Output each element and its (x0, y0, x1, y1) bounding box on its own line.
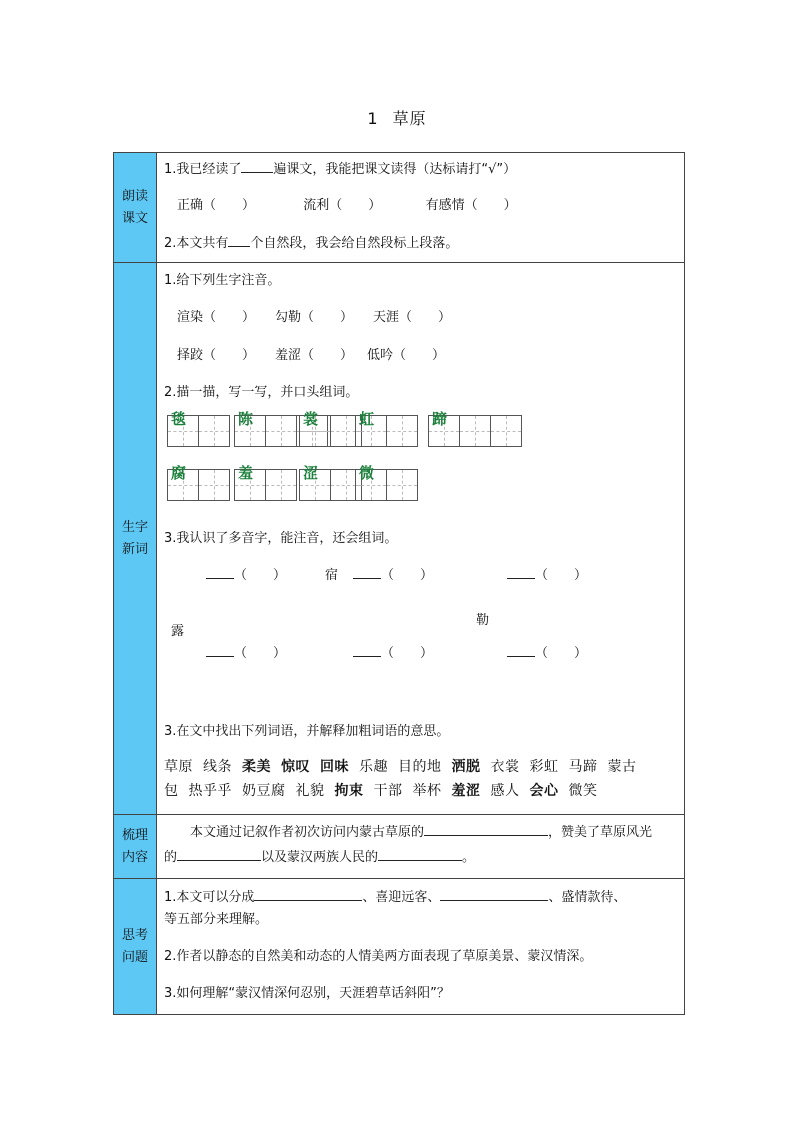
char-sample: 蹄 (432, 410, 448, 428)
poly-answer (206, 564, 286, 583)
blank-field[interactable] (254, 888, 362, 901)
pinyin-item[interactable]: 羞涩（ ） (275, 348, 354, 363)
text: 以及蒙汉两族人民的 (261, 850, 379, 865)
char-sample: 虹 (359, 410, 375, 428)
reading-content (157, 153, 685, 263)
char-sample: 微 (359, 464, 375, 482)
poly-answer (353, 564, 433, 583)
summary-line-1 (190, 821, 652, 840)
summary-line-2 (164, 846, 475, 865)
think-q1 (164, 886, 626, 905)
label-line: 课文 (121, 210, 148, 226)
poly-answer (507, 642, 587, 661)
vocab-word: 蒙古 (607, 759, 637, 775)
pinyin-item[interactable]: 天涯（ ） (373, 310, 452, 325)
text: 2.本文共有 (164, 236, 229, 251)
poly-char-le: 勒 (476, 613, 490, 628)
text: 遍课文，我能把课文读得（达标请打“√”） (273, 162, 517, 177)
option-fluent[interactable]: 流利（ ） (303, 198, 382, 213)
blank-field[interactable] (177, 848, 261, 861)
poly-answer (507, 564, 587, 583)
char-grid (167, 410, 230, 447)
vocab-word: 目的地 (398, 759, 442, 775)
char-sample: 毯 (171, 410, 187, 428)
text: ，赞美了草原风光 (548, 825, 653, 840)
vocab-word: 草原 (164, 759, 193, 775)
write-cell[interactable] (265, 415, 297, 447)
vocab-word: 惊叹 (281, 759, 310, 775)
row-chars (114, 263, 685, 815)
page-title (0, 106, 794, 129)
char-grid (299, 410, 362, 447)
row-reading (114, 153, 685, 263)
vocab-word: 会心 (529, 783, 559, 799)
blank-field[interactable] (353, 566, 381, 579)
vocab-word: 拘束 (334, 783, 364, 799)
label-line: 生字 (121, 519, 148, 535)
chars-q3: 3.我认识了多音字，能注音，还会组词。 (164, 531, 398, 546)
word-list-2 (164, 780, 608, 800)
chars-q1: 1.给下列生字注音。 (164, 273, 281, 288)
blank-field[interactable] (206, 566, 234, 579)
grid-row-2 (167, 464, 687, 509)
write-cell[interactable] (198, 469, 230, 501)
pinyin-item[interactable]: 勾勒（ ） (275, 310, 354, 325)
chars-content (157, 263, 685, 815)
think-q2: 2.作者以静态的自然美和动态的人情美两方面表现了草原美景、蒙汉情深。 (164, 949, 593, 964)
vocab-word: 马蹄 (568, 759, 598, 775)
label-reading (114, 153, 157, 263)
label-summary (114, 815, 157, 879)
paren[interactable]: （ ） (381, 568, 434, 583)
label-line: 新词 (121, 541, 148, 557)
char-sample: 羞 (238, 464, 254, 482)
vocab-word: 衣裳 (490, 759, 520, 775)
char-grid (299, 464, 362, 501)
blank-field[interactable] (241, 160, 273, 173)
char-sample: 腐 (171, 464, 187, 482)
summary-content (157, 815, 685, 879)
blank-field[interactable] (507, 644, 535, 657)
label-line: 内容 (121, 849, 148, 865)
blank-field[interactable] (378, 848, 462, 861)
paren[interactable]: （ ） (381, 646, 434, 661)
pinyin-item[interactable]: 择跤（ ） (177, 348, 256, 363)
think-q1-cont: 等五部分来理解。 (164, 912, 269, 927)
option-emotion[interactable]: 有感情（ ） (425, 198, 517, 213)
vocab-word: 彩虹 (529, 759, 559, 775)
poly-char-lu: 露 (171, 624, 185, 639)
chars-q4: 3.在文中找出下列词语，并解释加粗词语的意思。 (164, 724, 450, 739)
write-cell[interactable] (386, 469, 418, 501)
write-cell[interactable] (198, 415, 230, 447)
grid-row-1 (167, 410, 687, 455)
char-grid (355, 464, 418, 501)
pinyin-row-2 (177, 344, 445, 363)
pinyin-item[interactable]: 渲染（ ） (177, 310, 256, 325)
reading-q2 (164, 232, 458, 251)
vocab-word: 奶豆腐 (242, 783, 286, 799)
paren[interactable]: （ ） (234, 646, 287, 661)
chars-q2: 2.描一描，写一写，并口头组词。 (164, 385, 359, 400)
vocab-word: 线条 (203, 759, 232, 775)
text: 本文通过记叙作者初次访问内蒙古草原的 (190, 825, 425, 840)
blank-field[interactable] (228, 234, 250, 247)
paren[interactable]: （ ） (535, 568, 588, 583)
text: 。 (462, 850, 476, 865)
paren[interactable]: （ ） (535, 646, 588, 661)
row-think (114, 879, 685, 1015)
label-line: 朗读 (121, 188, 148, 204)
char-grid (428, 410, 522, 447)
char-grid (167, 464, 230, 501)
vocab-word: 柔美 (242, 759, 271, 775)
paren[interactable]: （ ） (234, 568, 287, 583)
text: 1.本文可以分成 (164, 890, 255, 905)
blank-field[interactable] (440, 888, 548, 901)
poly-char-su: 宿 (325, 568, 339, 583)
vocab-word: 回味 (320, 759, 349, 775)
char-grid (234, 464, 297, 501)
vocab-word: 乐趣 (359, 759, 388, 775)
vocab-word: 洒脱 (451, 759, 481, 775)
vocab-word: 包 (164, 783, 179, 799)
vocab-word: 举杯 (412, 783, 442, 799)
write-cell[interactable] (386, 415, 418, 447)
vocab-word: 热乎乎 (188, 783, 232, 799)
text: 的 (164, 850, 178, 865)
text: 1.我已经读了 (164, 162, 242, 177)
text: 个自然段，我会给自然段标上段落。 (250, 236, 459, 251)
pinyin-item[interactable]: 低吟（ ） (367, 348, 446, 363)
vocab-word: 干部 (373, 783, 403, 799)
reading-options (177, 194, 517, 213)
think-content (157, 879, 685, 1015)
vocab-word: 微笑 (568, 783, 598, 799)
text: 、盛情款待、 (548, 890, 627, 905)
vocab-word: 礼貌 (295, 783, 325, 799)
think-q3: 3.如何理解“蒙汉情深何忍别，天涯碧草话斜阳”？ (164, 986, 450, 1001)
char-grid (355, 410, 418, 447)
write-cell[interactable] (459, 415, 491, 447)
write-cell[interactable] (265, 469, 297, 501)
blank-field[interactable] (353, 644, 381, 657)
word-list-1 (164, 756, 647, 776)
lesson-title: 草原 (392, 109, 427, 128)
text: 、喜迎远客、 (362, 890, 441, 905)
label-line: 思考 (121, 927, 148, 943)
lesson-number: 1 (367, 109, 379, 128)
blank-field[interactable] (206, 644, 234, 657)
blank-field[interactable] (507, 566, 535, 579)
worksheet-table (113, 152, 685, 1015)
char-sample: 涩 (303, 464, 319, 482)
blank-field[interactable] (424, 823, 548, 836)
poly-answer (353, 642, 433, 661)
vocab-word: 感人 (490, 783, 520, 799)
poly-answer (206, 642, 286, 661)
label-line: 问题 (121, 949, 148, 965)
char-sample: 裳 (303, 410, 319, 428)
reading-q1 (164, 158, 516, 177)
row-summary (114, 815, 685, 879)
label-line: 梳理 (121, 827, 148, 843)
vocab-word: 羞涩 (451, 783, 481, 799)
option-correct[interactable]: 正确（ ） (177, 198, 256, 213)
char-sample: 陈 (238, 410, 254, 428)
label-chars (114, 263, 157, 815)
pinyin-row-1 (177, 306, 451, 325)
write-cell[interactable] (490, 415, 522, 447)
label-think (114, 879, 157, 1015)
